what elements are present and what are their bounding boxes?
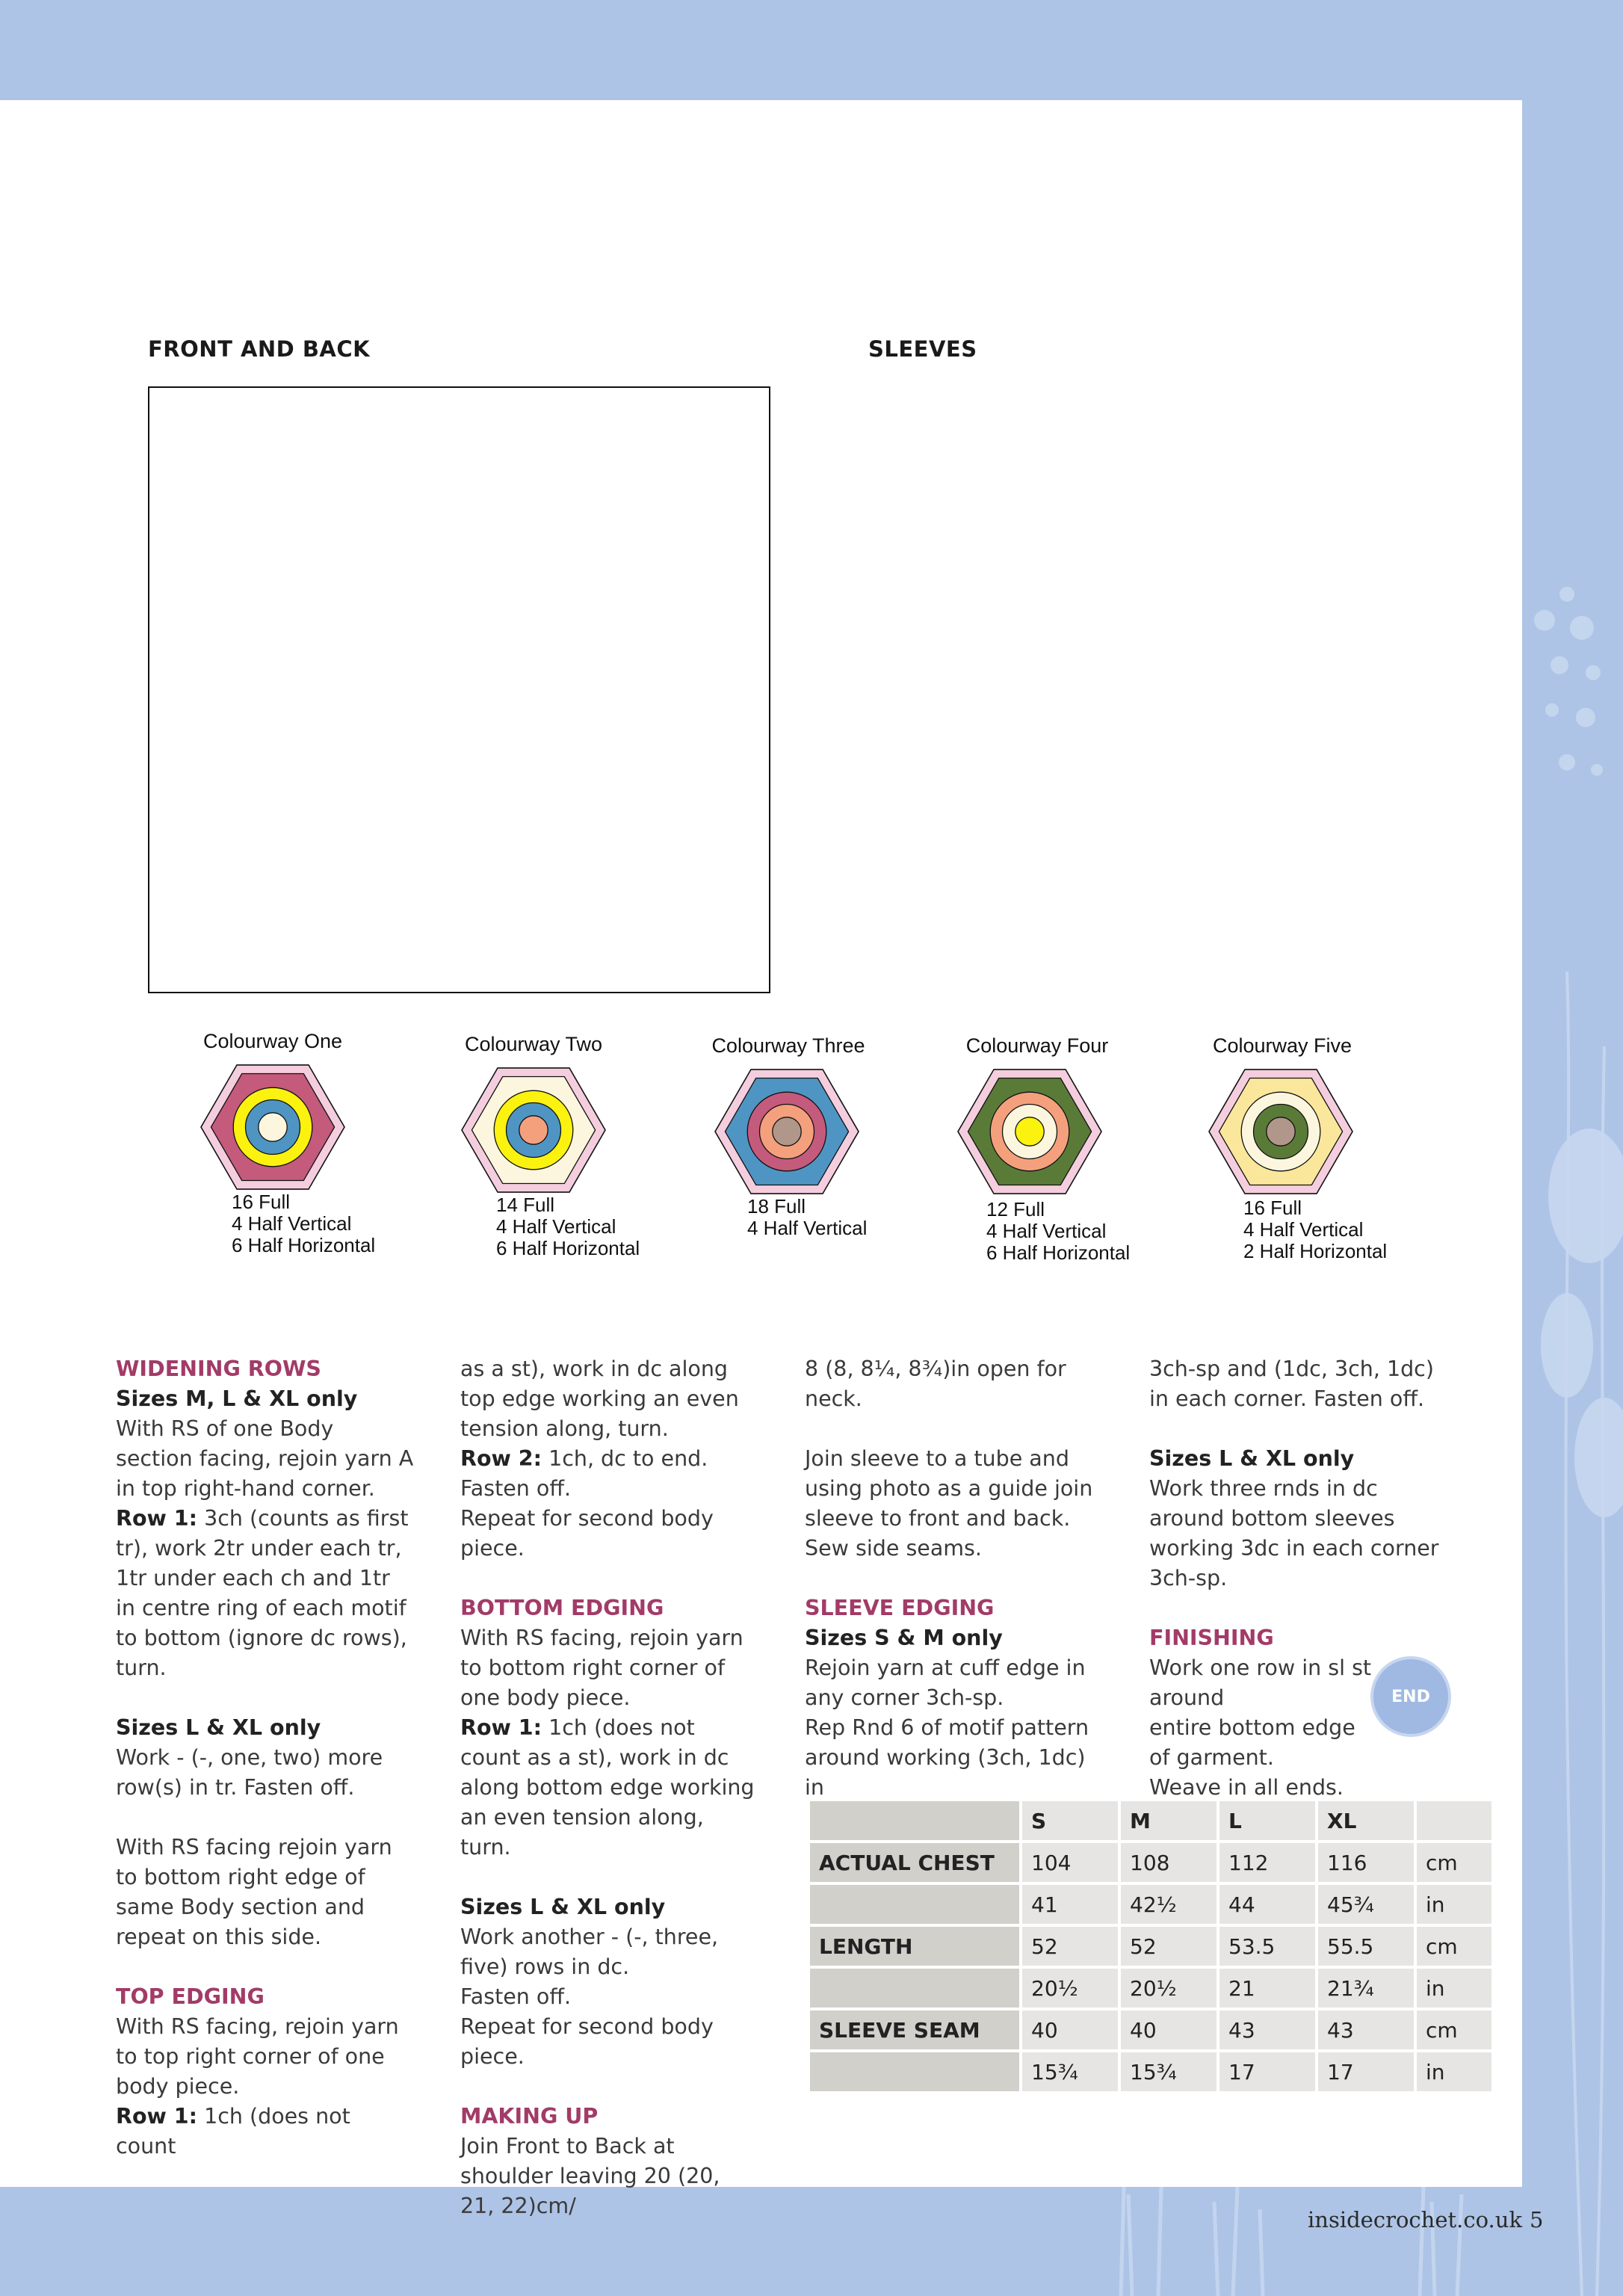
row-text: 1ch, dc to end. — [542, 1446, 708, 1471]
table-cell: cm — [1417, 2010, 1491, 2049]
table-cell: 17 — [1219, 2052, 1315, 2091]
front-back-heading: FRONT AND BACK — [148, 336, 371, 362]
paragraph: Join Front to Back at shoulder leaving 20 (20, 21, 22)cm/ — [460, 2134, 720, 2218]
count-line: 4 Half Vertical — [986, 1220, 1107, 1242]
paragraph: entire bottom edge — [1149, 1715, 1355, 1740]
sizes-note: Sizes L & XL only — [1149, 1446, 1355, 1471]
front-back-hexagon-grid — [148, 386, 770, 993]
paragraph: With RS facing, rejoin yarn to top right corner of one body piece. — [116, 2014, 399, 2099]
table-header-row — [810, 1801, 1491, 1840]
count-line: 6 Half Horizontal — [986, 1241, 1131, 1264]
table-cell: ACTUAL CHEST — [810, 1843, 1019, 1882]
table-cell — [810, 1885, 1019, 1924]
colourway-three-counts — [747, 1196, 867, 1239]
motif-centre — [773, 1117, 801, 1146]
colourway-one — [191, 1030, 376, 1262]
paragraph: With RS facing rejoin yarn to bottom right edge of same Body section and repeat on this side. — [116, 1835, 392, 1949]
table-cell: 44 — [1219, 1885, 1315, 1924]
table-cell: 112 — [1219, 1843, 1315, 1882]
table-cell: 55.5 — [1318, 1927, 1414, 1966]
row-label: Row 2: — [460, 1446, 542, 1471]
sleeves-hexagon-grid — [859, 381, 1427, 874]
colourway-two — [451, 1033, 640, 1265]
count-line: 4 Half Vertical — [232, 1212, 352, 1235]
table-cell: 17 — [1318, 2052, 1414, 2091]
motif-centre — [1015, 1117, 1044, 1146]
sizes-note: Sizes M, L & XL only — [116, 1386, 358, 1411]
count-line: 6 Half Horizontal — [496, 1237, 640, 1259]
table-cell: 52 — [1022, 1927, 1118, 1966]
table-cell: 108 — [1121, 1843, 1217, 1882]
text-column-4 — [1149, 1354, 1448, 1803]
text-column-3 — [805, 1354, 1104, 1803]
colourway-four-counts — [986, 1199, 1130, 1264]
table-cell: SLEEVE SEAM — [810, 2010, 1019, 2049]
row-label: Row 1: — [116, 2104, 198, 2129]
paragraph: Repeat for second body piece. — [460, 2014, 714, 2069]
table-row — [810, 1885, 1491, 1924]
table-row — [810, 1843, 1491, 1882]
paragraph: Work one row in sl st around — [1149, 1655, 1372, 1710]
table-cell: L — [1219, 1801, 1315, 1840]
paragraph: Repeat for second body piece. — [460, 1506, 714, 1561]
table-cell: 20½ — [1022, 1969, 1118, 2008]
table-row — [810, 1927, 1491, 1966]
colourway-one-name: Colourway One — [203, 1030, 343, 1052]
widening-rows-heading: WIDENING ROWS — [116, 1357, 321, 1381]
table-cell: cm — [1417, 1843, 1491, 1882]
row-label: Row 1: — [460, 1715, 542, 1740]
table-cell: 52 — [1121, 1927, 1217, 1966]
paragraph: 3ch-sp and (1dc, 3ch, 1dc) in each corner. Fasten off. — [1149, 1357, 1434, 1411]
table-row — [810, 2052, 1491, 2091]
paragraph: Fasten off. — [460, 1984, 572, 2009]
paragraph — [460, 1713, 759, 1863]
paragraph: Work three rnds in dc around bottom sleeves working 3dc in each corner 3ch-sp. — [1149, 1476, 1439, 1590]
colourway-one-counts — [232, 1191, 375, 1256]
sizes-note: Sizes L & XL only — [460, 1895, 666, 1919]
table-cell: 41 — [1022, 1885, 1118, 1924]
sizes-note: Sizes L & XL only — [116, 1715, 321, 1740]
table-cell: S — [1022, 1801, 1118, 1840]
row-text: 1ch (does not count — [116, 2104, 350, 2158]
table-cell: 40 — [1121, 2010, 1217, 2049]
colourway-five — [1200, 1034, 1388, 1266]
paragraph: Rep Rnd 6 of motif pattern around working (3ch, 1dc) in — [805, 1715, 1089, 1800]
table-cell: LENGTH — [810, 1927, 1019, 1966]
size-table-body — [810, 1801, 1491, 2091]
paragraph: Fasten off. — [460, 1476, 572, 1501]
count-line: 6 Half Horizontal — [232, 1234, 376, 1256]
top-edging-heading: TOP EDGING — [116, 1984, 265, 2009]
site-url: insidecrochet.co.uk — [1308, 2207, 1523, 2232]
table-cell: 15¾ — [1022, 2052, 1118, 2091]
text-column-1 — [116, 1354, 415, 2161]
paragraph — [116, 2102, 415, 2161]
paragraph: of garment. — [1149, 1745, 1274, 1770]
paragraph: as a st), work in dc along top edge working an even tension along, turn. — [460, 1357, 739, 1441]
making-up-heading: MAKING UP — [460, 2104, 599, 2129]
colourway-five-name: Colourway Five — [1212, 1034, 1352, 1057]
size-table — [807, 1798, 1494, 2094]
row-text: 1ch (does not count as a st), work in dc along bottom edge working an even tension along, turn. — [460, 1715, 755, 1860]
colourway-one-motif — [198, 1060, 347, 1194]
paragraph: 8 (8, 8¼, 8¾)in open for neck. — [805, 1357, 1066, 1411]
count-line: 4 Half Vertical — [747, 1217, 868, 1239]
front-back-diagram — [148, 386, 770, 993]
paragraph: With RS facing, rejoin yarn to bottom right corner of one body piece. — [460, 1626, 744, 1710]
count-line: 16 Full — [1243, 1197, 1302, 1219]
bottom-edging-heading: BOTTOM EDGING — [460, 1596, 664, 1620]
table-cell: 43 — [1318, 2010, 1414, 2049]
table-cell: 20½ — [1121, 1969, 1217, 2008]
table-cell: in — [1417, 1885, 1491, 1924]
table-cell: 45¾ — [1318, 1885, 1414, 1924]
table-cell: XL — [1318, 1801, 1414, 1840]
count-line: 2 Half Horizontal — [1243, 1240, 1388, 1262]
table-cell: 21¾ — [1318, 1969, 1414, 2008]
table-cell: in — [1417, 2052, 1491, 2091]
count-line: 4 Half Vertical — [496, 1215, 616, 1238]
table-cell — [810, 1969, 1019, 2008]
page-number: 5 — [1530, 2207, 1544, 2232]
table-cell: 53.5 — [1219, 1927, 1315, 1966]
motif-centre — [259, 1113, 287, 1141]
row-text: 3ch (counts as first tr), work 2tr under each tr, 1tr under each ch and 1tr in centre ring of each motif to bottom (ignore dc rows), turn. — [116, 1506, 409, 1680]
plant-silhouette-decoration — [1522, 523, 1623, 2296]
paragraph: With RS of one Body section facing, rejoin yarn A in top right-hand corner. — [116, 1416, 414, 1501]
colourway-four — [955, 1034, 1131, 1266]
table-cell: 116 — [1318, 1843, 1414, 1882]
table-cell: cm — [1417, 1927, 1491, 1966]
sleeves-diagram — [859, 381, 1427, 874]
colourway-three-name: Colourway Three — [711, 1034, 865, 1057]
table-cell: 40 — [1022, 2010, 1118, 2049]
sizes-note: Sizes S & M only — [805, 1626, 1003, 1650]
colourway-three — [706, 1034, 871, 1266]
paragraph — [460, 1444, 759, 1474]
count-line: 18 Full — [747, 1195, 806, 1218]
paragraph: Join sleeve to a tube and using photo as a guide join sleeve to front and back. — [805, 1446, 1093, 1531]
table-cell: 21 — [1219, 1969, 1315, 2008]
table-cell — [810, 2052, 1019, 2091]
paragraph: Work - (-, one, two) more row(s) in tr. Fasten off. — [116, 1745, 383, 1800]
count-line: 4 Half Vertical — [1243, 1218, 1364, 1241]
table-cell — [1417, 1801, 1491, 1840]
table-cell: 104 — [1022, 1843, 1118, 1882]
sleeve-edging-heading: SLEEVE EDGING — [805, 1596, 995, 1620]
motif-centre — [1267, 1117, 1295, 1146]
finishing-heading: FINISHING — [1149, 1626, 1274, 1650]
row-label: Row 1: — [116, 1506, 198, 1531]
motif-centre — [519, 1116, 548, 1144]
table-cell: 43 — [1219, 2010, 1315, 2049]
table-row — [810, 2010, 1491, 2049]
count-line: 12 Full — [986, 1198, 1045, 1220]
colourway-five-counts — [1243, 1197, 1387, 1262]
paragraph: Work another - (-, three, five) rows in dc. — [460, 1925, 719, 1979]
colourway-two-counts — [496, 1194, 640, 1259]
footer — [1308, 2207, 1543, 2232]
table-cell: 15¾ — [1121, 2052, 1217, 2091]
colourway-five-motif — [1206, 1064, 1355, 1199]
colourway-two-name: Colourway Two — [464, 1033, 603, 1055]
count-line: 16 Full — [232, 1191, 291, 1213]
colourway-two-motif — [459, 1063, 608, 1197]
paragraph: Rejoin yarn at cuff edge in any corner 3ch-sp. — [805, 1655, 1086, 1710]
table-cell: M — [1121, 1801, 1217, 1840]
paragraph — [116, 1504, 415, 1683]
grass-silhouette-decoration — [1106, 2187, 1522, 2296]
count-line: 14 Full — [496, 1194, 555, 1216]
table-cell: in — [1417, 1969, 1491, 2008]
paragraph: Sew side seams. — [805, 1536, 982, 1561]
colourway-three-motif — [712, 1064, 862, 1199]
end-badge: END — [1373, 1659, 1448, 1734]
sleeves-heading: SLEEVES — [868, 336, 977, 362]
table-cell — [810, 1801, 1019, 1840]
table-row — [810, 1969, 1491, 2008]
colourway-four-motif — [955, 1064, 1104, 1199]
table-cell: 42½ — [1121, 1885, 1217, 1924]
paragraph: Weave in all ends. — [1149, 1775, 1344, 1800]
text-column-2 — [460, 1354, 759, 2221]
colourway-four-name: Colourway Four — [965, 1034, 1109, 1057]
